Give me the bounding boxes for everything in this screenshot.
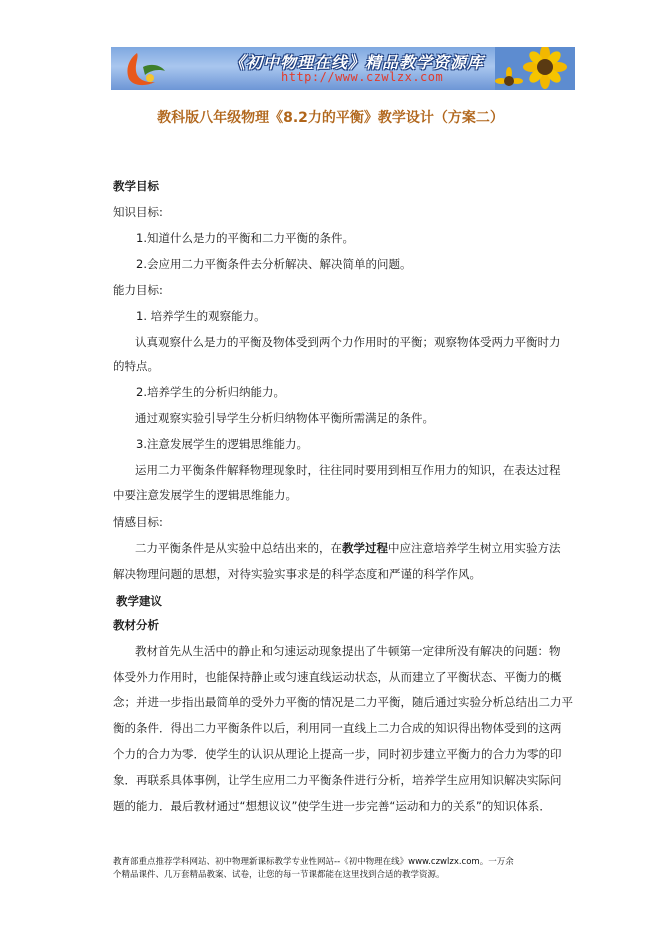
section-heading-textbook-analysis: 教材分析 (113, 618, 159, 632)
paragraph-line (135, 540, 561, 556)
paragraph-line: 体受外力作用时，也能保持静止或匀速直线运动状态，从而建立了平衡状态、平衡力的概 (113, 670, 562, 684)
ability-goal-2: 2.培养学生的分析归纳能力。 (136, 385, 285, 399)
sunflower-icon (495, 47, 575, 90)
knowledge-goal-1: 1.知道什么是力的平衡和二力平衡的条件。 (136, 231, 354, 245)
paragraph-line: 衡的条件．得出二力平衡条件以后，利用同一直线上二力合成的知识得出物体受到的这两 (113, 721, 562, 735)
footer-line-1: 教育部重点推荐学科网站、初中物理新课标教学专业性网站--《初中物理在线》www.czwlzx.com。一万余 (113, 857, 514, 867)
paragraph-line: 通过观察实验引导学生分析归纳物体平衡所需满足的条件。 (135, 411, 434, 425)
paragraph-line: 运用二力平衡条件解释物理现象时，往往同时要用到相互作用力的知识，在表达过程 (135, 463, 561, 477)
paragraph-line: 象．再联系具体事例，让学生应用二力平衡条件进行分析，培养学生应用知识解决实际问 (113, 773, 562, 787)
section-heading-teaching-suggestions: 教学建议 (116, 594, 162, 608)
paragraph-line: 题的能力．最后教材通过“想想议议”使学生进一步完善“运动和力的关系”的知识体系． (113, 799, 551, 813)
paragraph-line: 念；并进一步指出最简单的受外力平衡的情况是二力平衡，随后通过实验分析总结出二力平 (113, 695, 573, 709)
header-banner (111, 47, 575, 90)
knowledge-goals-label: 知识目标: (113, 205, 163, 219)
banner-url[interactable]: http://www.czwlzx.com (281, 70, 444, 84)
document-title: 教科版八年级物理《8.2力的平衡》教学设计（方案二） (157, 110, 504, 126)
footer-line-2: 个精品课件、几万套精品教案、试卷，让您的每一节课都能在这里找到合适的教学资源。 (113, 870, 445, 880)
banner-title: 《初中物理在线》精品教学资源库 (229, 53, 485, 72)
text-span: 中应注意培养学生树立用实验方法 (388, 541, 561, 555)
knowledge-goal-2: 2.会应用二力平衡条件去分析解决、解决简单的问题。 (136, 257, 412, 271)
paragraph-line: 的特点。 (113, 359, 159, 373)
bold-text-span: 教学过程 (342, 541, 388, 555)
text-span: 二力平衡条件是从实验中总结出来的，在 (135, 541, 342, 555)
paragraph-line: 个力的合力为零．使学生的认识从理论上提高一步，同时初步建立平衡力的合力为零的印 (113, 747, 562, 761)
paragraph-line: 教材首先从生活中的静止和匀速运动现象提出了牛顿第一定律所没有解决的问题：物 (135, 644, 561, 658)
ability-goal-1: 1. 培养学生的观察能力。 (136, 309, 266, 323)
paragraph-line: 认真观察什么是力的平衡及物体受到两个力作用时的平衡；观察物体受两力平衡时力 (135, 335, 561, 349)
paragraph-line: 中要注意发展学生的逻辑思维能力。 (113, 488, 297, 502)
ability-goal-3: 3.注意发展学生的逻辑思维能力。 (136, 437, 308, 451)
paragraph-line: 解决物理问题的思想，对待实验实事求是的科学态度和严谨的科学作风。 (113, 567, 481, 581)
section-heading-teaching-goals: 教学目标 (113, 179, 159, 193)
site-logo-icon (115, 49, 171, 89)
ability-goals-label: 能力目标: (113, 283, 163, 297)
emotional-goals-label: 情感目标: (113, 515, 163, 529)
